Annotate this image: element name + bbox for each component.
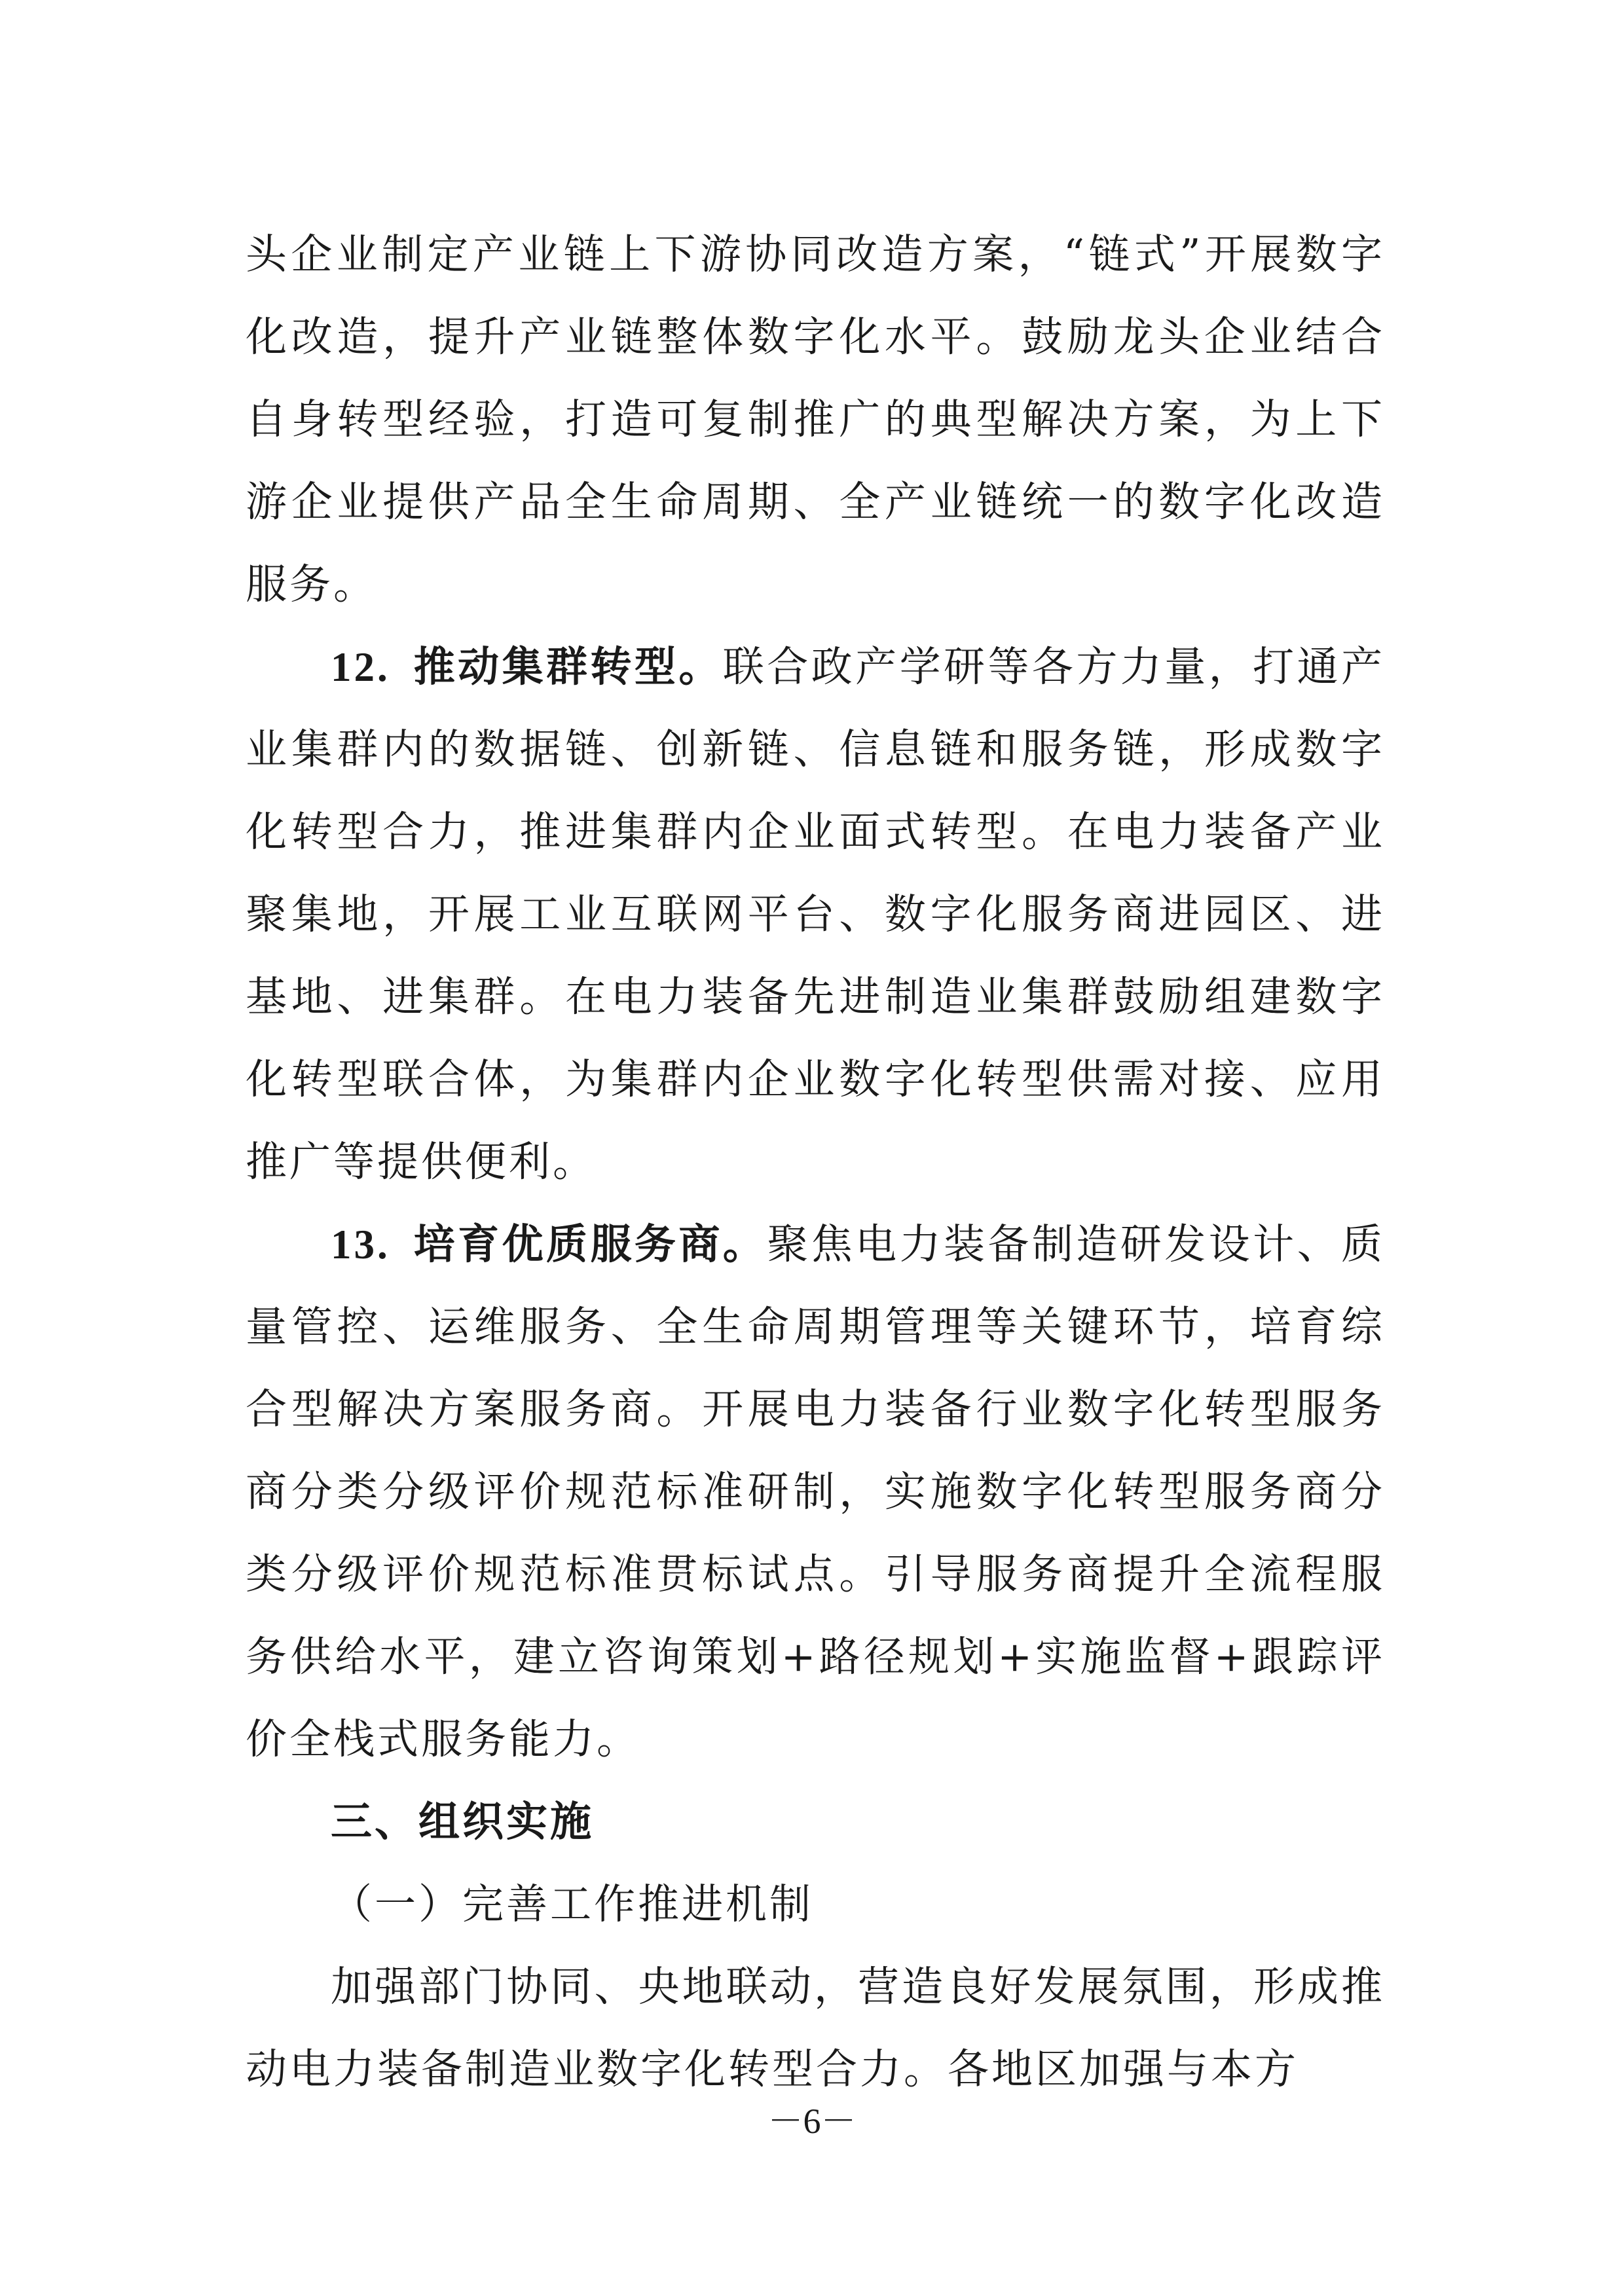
item-13-number: 13. [331, 1222, 390, 1267]
item-12-body: 联合政产学研等各方力量，打通产业集群内的数据链、创新链、信息链和服务链，形成数字化转型合力，推进集群内企业面式转型。在电力装备产业聚集地，开展工业互联网平台、数字化服务商进园区、进基地、进集群。在电力装备先进制造业集群鼓励组建数字化转型联合体，为集群内企业数字化转型供需对接、应用推广等提供便利。 [246, 643, 1386, 1186]
paragraph-continuation: 头企业制定产业链上下游协同改造方案，“链式”开展数字化改造，提升产业链整体数字化水平。鼓励龙头企业结合自身转型经验，打造可复制推广的典型解决方案，为上下游企业提供产品全生命周期、全产业链统一的数字化改造服务。 [246, 230, 1385, 608]
body-text [246, 213, 1385, 2111]
section-heading: 三、组织实施 [331, 1798, 594, 1846]
item-13-title: 培育优质服务商。 [413, 1220, 767, 1268]
item-13-body: 聚焦电力装备制造研发设计、质量管控、运维服务、全生命周期管理等关键环节，培育综合型解决方案服务商。开展电力装备行业数字化转型服务商分类分级评价规范标准研制，实施数字化转型服务商分类分级评价规范标准贯标试点。引导服务商提升全流程服务供给水平，建立咨询策划+路径规划+实施监督+跟踪评价全栈式服务能力。 [246, 1220, 1386, 1763]
paragraph-last: 加强部门协同、央地联动，营造良好发展氛围，形成推动电力装备制造业数字化转型合力。各地区加强与本方 [246, 1963, 1385, 2093]
item-12-number: 12. [331, 644, 390, 690]
paragraph-item-12 [246, 626, 1385, 1203]
item-12-title: 推动集群转型。 [413, 643, 723, 691]
subsection-heading: （一）完善工作推进机制 [331, 1880, 813, 1928]
page-number: －6－ [767, 2102, 857, 2141]
paragraph-item-13 [246, 1203, 1385, 1781]
